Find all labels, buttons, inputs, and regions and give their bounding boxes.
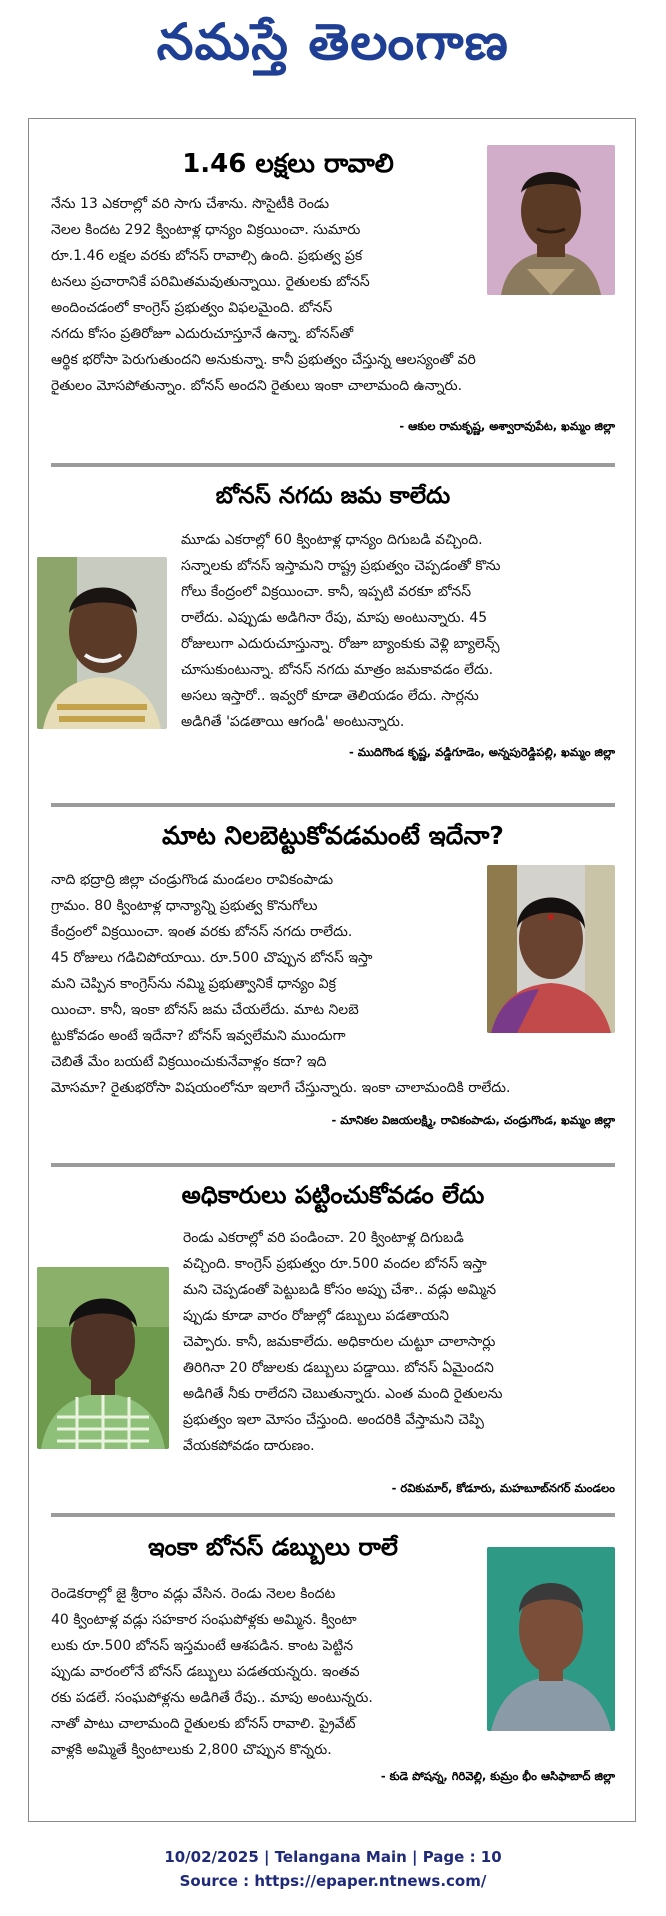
masthead xyxy=(0,0,666,96)
body-line: అడిగితే నీకు రాలేదని చెబుతున్నారు. ఎంత మంది రైతులను xyxy=(183,1386,503,1402)
story-body xyxy=(51,1581,481,1763)
body-line: టనలు ప్రచారానికే పరిమితమవుతున్నాయి. రైతులకు బోనస్ xyxy=(51,274,370,290)
body-line: నెలల కిందట 292 క్వింటాళ్ల ధాన్యం విక్రయించా. సుమారు xyxy=(51,222,361,238)
story-byline: - మానికల విజయలక్ష్మి, రావికంపాడు, చండ్రుగొండ, ఖమ్మం జిల్లా xyxy=(331,1113,615,1127)
body-line: నాతో పాటు చాలామంది రైతులకు బోనస్ రావాలి. ప్రైవేట్ xyxy=(51,1716,356,1732)
body-line: అసలు ఇస్తారో.. ఇవ్వరో కూడా తెలియడం లేదు. సార్లను xyxy=(181,688,479,704)
body-line: గోలు కేంద్రంలో విక్రయించా. కానీ, ఇప్పటి వరకూ బోనస్ xyxy=(181,584,472,600)
body-line: తిరిగినా 20 రోజులకు డబ్బులు పడ్డాయి. బోనస్ ఏమైందని xyxy=(183,1360,494,1376)
body-line: వచ్చింది. కాంగ్రెస్ ప్రభుత్వం రూ.500 వందల బోనస్ ఇస్తా xyxy=(183,1256,487,1272)
body-line: 45 రోజులు గడిచిపోయాయి. రూ.500 చొప్పున బోనస్ ఇస్తా xyxy=(51,950,373,966)
body-line: రెండు ఎకరాల్లో వరి పండించా. 20 క్వింటాళ్ల దిగుబడి xyxy=(183,1230,464,1246)
story-byline: - కుడె పోషన్న, గిరివెల్లి, కుమ్రం భీం ఆసిఫాబాద్ జిల్లా xyxy=(380,1769,615,1783)
story-title: బోనస్ నగదు జమ కాలేదు xyxy=(215,483,451,509)
portrait-photo xyxy=(487,1547,615,1731)
body-line: మని చెప్పిన కాంగ్రెస్‌ను నమ్మి ప్రభుత్వానికే ధాన్యం విక్ర xyxy=(51,976,336,992)
story-body xyxy=(51,191,471,347)
body-line: ప్రభుత్వం ఇలా మోసం చేస్తుంది. అందరికి వేస్తామని చెప్పి xyxy=(183,1412,484,1428)
body-line: చూసుకుంటున్నా. బోనస్ నగదు మాత్రం జమకావడం లేదు. xyxy=(181,662,494,678)
body-line: 40 క్వింటాళ్ల వడ్లు సహకార సంఘపోళ్లకు అమ్మిన. క్వింటా xyxy=(51,1612,357,1628)
newspaper-logo: నమస్తే తెలంగాణ xyxy=(156,12,510,71)
body-line: ప్పుడు కూడా వారం రోజుల్లో డబ్బులు పడతాయని xyxy=(183,1308,449,1324)
body-line: చెబితే మేం బయటే విక్రయించుకునేవాళ్లం కదా? ఇది xyxy=(51,1054,327,1070)
portrait-photo xyxy=(37,1267,169,1449)
story-body-wide xyxy=(51,347,615,399)
story-body-wide xyxy=(183,1433,615,1459)
page-footer-source: Source : https://epaper.ntnews.com/ xyxy=(179,1872,487,1890)
body-line: గ్రామం. 80 క్వింటాళ్ల ధాన్యాన్ని ప్రభుత్వ కొనుగోలు xyxy=(51,898,318,914)
story-divider xyxy=(51,463,615,467)
body-line: వేయకపోవడం దారుణం. xyxy=(183,1438,315,1454)
story-title: 1.46 లక్షలు రావాలి xyxy=(182,149,394,179)
body-line: మోసమా? రైతుభరోసా విషయంలోనూ ఇలాగే చేస్తున్నారు. ఇంకా చాలామందికి రాలేదు. xyxy=(51,1080,511,1096)
body-line: అందించడంలో కాంగ్రెస్ ప్రభుత్వం విఫలమైంది. బోనస్ xyxy=(51,300,333,316)
body-line: చెప్పారు. కానీ, జమకాలేదు. అధికారుల చుట్టూ చాలాసార్లు xyxy=(183,1334,496,1350)
portrait-photo xyxy=(487,865,615,1033)
body-line: ట్టుకోవడం అంటే ఇదేనా? బోనస్ ఇవ్వలేమని ముందుగా xyxy=(51,1028,346,1044)
body-line: అడిగితే 'పడతాయి ఆగండి' అంటున్నారు. xyxy=(181,714,405,730)
story-1 xyxy=(29,119,637,479)
story-title: ఇంకా బోనస్ డబ్బులు రాలే xyxy=(148,1533,398,1561)
body-line: మని చెప్పడంతో పెట్టుబడి కోసం అప్పు చేశా.. వడ్లు అమ్మిన xyxy=(183,1282,497,1298)
body-line: సన్నాలకు బోనస్ ఇస్తామని రాష్ట్ర ప్రభుత్వం చెప్పడంతో కొను xyxy=(181,558,501,574)
body-line: రెండెకరాల్లో జై శ్రీరాం వడ్లు వేసిన. రెండు నెలల కిందట xyxy=(51,1586,336,1602)
story-body xyxy=(183,1225,615,1433)
story-3 xyxy=(29,809,637,1159)
body-line: రైతులం మోసపోతున్నాం. బోనస్ అందని రైతులు ఇంకా చాలామంది ఉన్నారు. xyxy=(51,378,463,394)
story-byline: - ముదిగొండ కృష్ణ, వడ్డిగూడెం, అన్నపురెడ్డిపల్లి, ఖమ్మం జిల్లా xyxy=(349,745,615,759)
story-body xyxy=(181,527,615,735)
story-4 xyxy=(29,1169,637,1529)
body-line: ప్పుడు వారంలోనే బోనస్ డబ్బులు పడతయన్నరు. ఇంతవ xyxy=(51,1664,360,1680)
story-2 xyxy=(29,469,637,785)
story-body-wide xyxy=(51,1075,615,1101)
portrait-photo xyxy=(37,557,167,729)
story-byline: - ఆకుల రామకృష్ణ, అశ్వారావుపేట, ఖమ్మం జిల్లా xyxy=(399,419,615,433)
story-body xyxy=(51,867,477,1075)
story-divider xyxy=(51,803,615,807)
story-byline: - రవికుమార్, కోడూరు, మహబూబ్‌నగర్ మండలం xyxy=(391,1481,615,1495)
body-line: రోజులుగా ఎదురుచూస్తున్నా. రోజూ బ్యాంకుకు వెళ్లి బ్యాలెన్స్ xyxy=(181,636,500,652)
story-divider xyxy=(51,1163,615,1167)
story-title: అధికారులు పట్టించుకోవడం లేదు xyxy=(181,1181,485,1209)
story-5 xyxy=(29,1519,637,1819)
body-line: నాది భద్రాద్రి జిల్లా చండ్రుగొండ మండలం రావికంపాడు xyxy=(51,872,334,888)
body-line: రాలేదు. ఎప్పుడు అడిగినా రేపు, మాపు అంటున్నారు. 45 xyxy=(181,610,488,626)
body-line: ఆర్థిక భరోసా పెరుగుతుందని అనుకున్నా. కానీ ప్రభుత్వం చేస్తున్న ఆలస్యంతో వరి xyxy=(51,352,476,368)
body-line: రకు పడలే. సంఘపోళ్లను అడిగితే రేపు.. మాపు అంటున్నరు. xyxy=(51,1690,373,1706)
body-line: రూ.1.46 లక్షల వరకు బోనస్ రావాల్సి ఉంది. ప్రభుత్వ ప్రక xyxy=(51,248,363,264)
body-line: లుకు రూ.500 బోనస్ ఇస్తమంటే ఆశపడిన. కాంట పెట్టిన xyxy=(51,1638,354,1654)
body-line: నగదు కోసం ప్రతిరోజూ ఎదురుచూస్తూనే ఉన్నా. బోనస్‌తో xyxy=(51,326,354,342)
story-divider xyxy=(51,1513,615,1517)
body-line: వాళ్లకి అమ్మితే క్వింటాలుకు 2,800 చొప్పున కొన్నరు. xyxy=(51,1742,332,1758)
body-line: మూడు ఎకరాల్లో 60 క్వింటాళ్ల ధాన్యం దిగుబడి వచ్చింది. xyxy=(181,532,483,548)
body-line: కేంద్రంలో విక్రయించా. ఇంత వరకు బోనస్ నగదు రాలేదు. xyxy=(51,924,353,940)
story-title: మాట నిలబెట్టుకోవడమంటే ఇదేనా? xyxy=(162,821,504,850)
page-frame xyxy=(28,118,636,1822)
body-line: యించా. కానీ, ఇంకా బోనస్ జమ చేయలేదు. మాట నిలబె xyxy=(51,1002,359,1018)
body-line: నేను 13 ఎకరాల్లో వరి సాగు చేశాను. సొసైటీకి రెండు xyxy=(51,196,330,212)
page-footer-date: 10/02/2025 | Telangana Main | Page : 10 xyxy=(164,1848,502,1866)
portrait-photo xyxy=(487,145,615,295)
